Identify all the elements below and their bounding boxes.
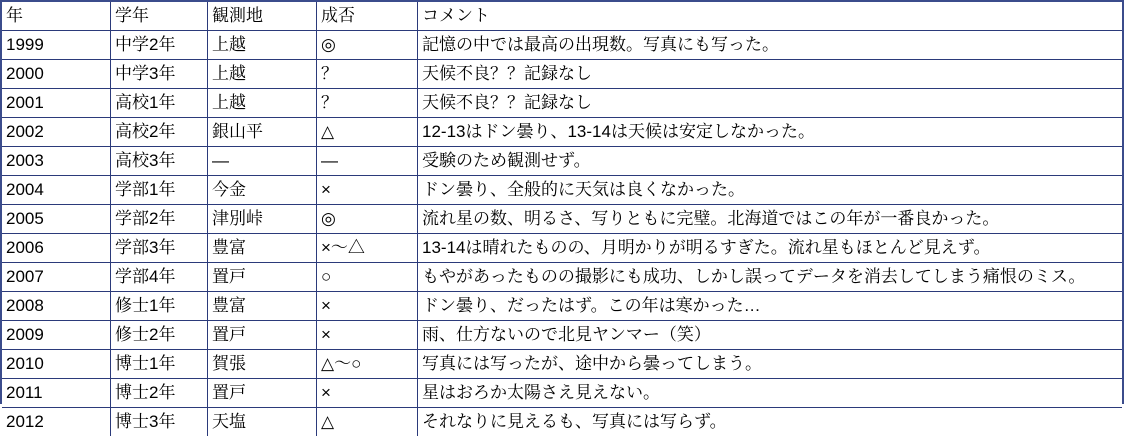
column-header-grade: 学年 — [111, 2, 208, 31]
cell-year: 2001 — [2, 89, 111, 118]
cell-comment: 写真には写ったが、途中から曇ってしまう。 — [418, 350, 1123, 379]
column-header-result: 成否 — [317, 2, 418, 31]
cell-comment: 記憶の中では最高の出現数。写真にも写った。 — [418, 31, 1123, 60]
cell-year: 2007 — [2, 263, 111, 292]
column-header-year: 年 — [2, 2, 111, 31]
table-row — [2, 31, 1122, 60]
table-row — [2, 379, 1122, 408]
column-header-site: 観測地 — [208, 2, 317, 31]
cell-site: 上越 — [208, 60, 317, 89]
cell-year: 2008 — [2, 292, 111, 321]
cell-comment: 流れ星の数、明るさ、写りともに完璧。北海道ではこの年が一番良かった。 — [418, 205, 1123, 234]
table-body — [2, 2, 1122, 436]
table-row — [2, 350, 1122, 379]
cell-result: × — [317, 292, 418, 321]
table-row — [2, 408, 1122, 436]
cell-grade: 学部2年 — [111, 205, 208, 234]
cell-year: 2006 — [2, 234, 111, 263]
cell-comment: 12-13はドン曇り、13-14は天候は安定しなかった。 — [418, 118, 1123, 147]
cell-site: 銀山平 — [208, 118, 317, 147]
cell-result: ×〜△ — [317, 234, 418, 263]
table-row — [2, 118, 1122, 147]
cell-grade: 博士2年 — [111, 379, 208, 408]
cell-comment: 13-14は晴れたものの、月明かりが明るすぎた。流れ星もほとんど見えず。 — [418, 234, 1123, 263]
table-header-row — [2, 2, 1122, 31]
cell-year: 2010 — [2, 350, 111, 379]
cell-comment: 雨、仕方ないので北見ヤンマー（笑） — [418, 321, 1123, 350]
cell-grade: 高校3年 — [111, 147, 208, 176]
cell-comment: もやがあったものの撮影にも成功、しかし誤ってデータを消去してしまう痛恨のミス。 — [418, 263, 1123, 292]
cell-result: × — [317, 379, 418, 408]
cell-year: 2003 — [2, 147, 111, 176]
cell-comment: 星はおろか太陽さえ見えない。 — [418, 379, 1123, 408]
cell-result: △〜○ — [317, 350, 418, 379]
table-row — [2, 176, 1122, 205]
cell-comment: ドン曇り、だったはず。この年は寒かった… — [418, 292, 1123, 321]
cell-result: ◎ — [317, 31, 418, 60]
table-row — [2, 89, 1122, 118]
cell-site: 置戸 — [208, 263, 317, 292]
cell-comment: 天候不良？？記録なし — [418, 60, 1123, 89]
cell-result: × — [317, 176, 418, 205]
cell-site: 上越 — [208, 31, 317, 60]
cell-result: △ — [317, 118, 418, 147]
cell-result: ― — [317, 147, 418, 176]
cell-year: 2011 — [2, 379, 111, 408]
column-header-comment: コメント — [418, 2, 1123, 31]
cell-result: ○ — [317, 263, 418, 292]
table-row — [2, 205, 1122, 234]
cell-grade: 博士3年 — [111, 408, 208, 436]
cell-comment: 受験のため観測せず。 — [418, 147, 1123, 176]
cell-grade: 高校1年 — [111, 89, 208, 118]
cell-site: 置戸 — [208, 321, 317, 350]
cell-site: 今金 — [208, 176, 317, 205]
cell-year: 2005 — [2, 205, 111, 234]
table-row — [2, 321, 1122, 350]
cell-year: 2002 — [2, 118, 111, 147]
cell-grade: 学部1年 — [111, 176, 208, 205]
cell-result: △ — [317, 408, 418, 436]
cell-site: 豊富 — [208, 292, 317, 321]
cell-result: × — [317, 321, 418, 350]
cell-site: ― — [208, 147, 317, 176]
cell-grade: 高校2年 — [111, 118, 208, 147]
cell-result: ◎ — [317, 205, 418, 234]
cell-site: 置戸 — [208, 379, 317, 408]
cell-site: 天塩 — [208, 408, 317, 436]
cell-result: ？ — [317, 60, 418, 89]
cell-comment: 天候不良？？記録なし — [418, 89, 1123, 118]
cell-grade: 学部4年 — [111, 263, 208, 292]
table-row — [2, 234, 1122, 263]
cell-comment: それなりに見えるも、写真には写らず。 — [418, 408, 1123, 436]
cell-site: 賀張 — [208, 350, 317, 379]
cell-year: 2009 — [2, 321, 111, 350]
cell-site: 豊富 — [208, 234, 317, 263]
cell-grade: 修士1年 — [111, 292, 208, 321]
cell-year: 2012 — [2, 408, 111, 436]
cell-site: 津別峠 — [208, 205, 317, 234]
observation-table — [2, 2, 1122, 436]
cell-year: 1999 — [2, 31, 111, 60]
table-row — [2, 60, 1122, 89]
cell-year: 2004 — [2, 176, 111, 205]
cell-grade: 中学3年 — [111, 60, 208, 89]
table-row — [2, 292, 1122, 321]
cell-grade: 学部3年 — [111, 234, 208, 263]
cell-comment: ドン曇り、全般的に天気は良くなかった。 — [418, 176, 1123, 205]
cell-grade: 修士2年 — [111, 321, 208, 350]
table-row — [2, 147, 1122, 176]
cell-year: 2000 — [2, 60, 111, 89]
cell-site: 上越 — [208, 89, 317, 118]
table-row — [2, 263, 1122, 292]
cell-grade: 博士1年 — [111, 350, 208, 379]
cell-grade: 中学2年 — [111, 31, 208, 60]
cell-result: ？ — [317, 89, 418, 118]
